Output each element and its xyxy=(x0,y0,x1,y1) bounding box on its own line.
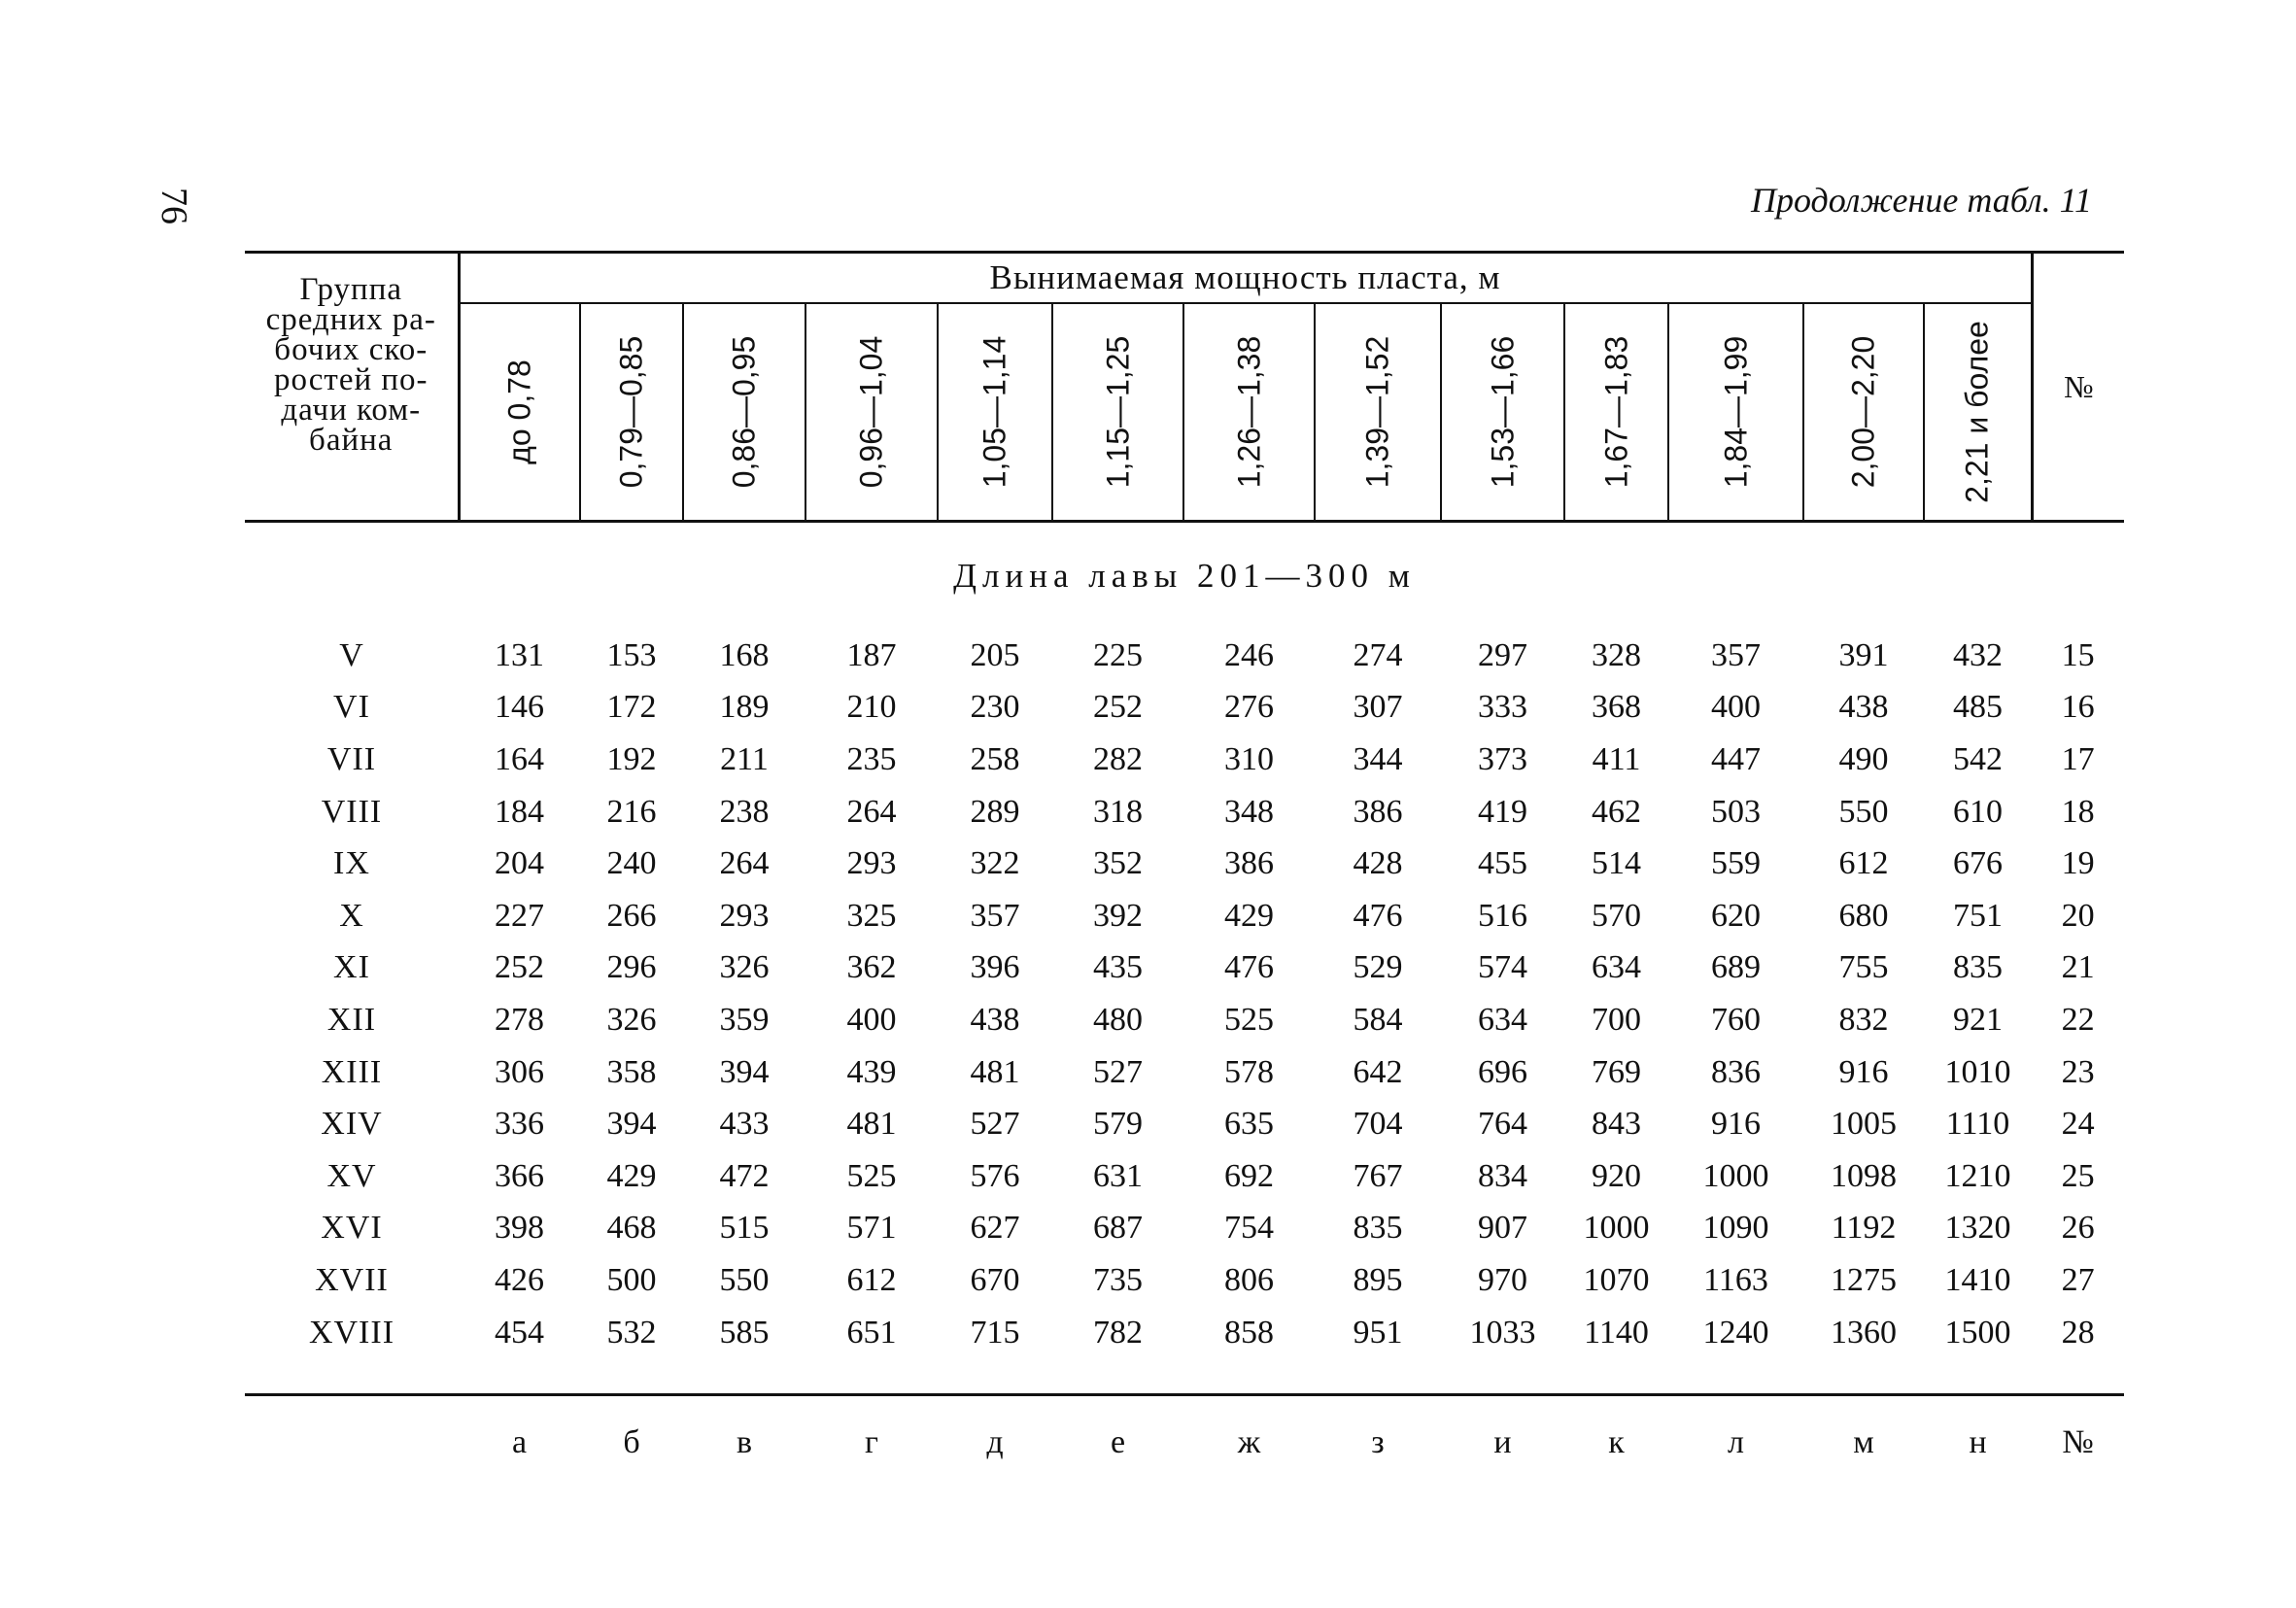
value-cell: 920 xyxy=(1592,1157,1641,1194)
value-cell: 921 xyxy=(1953,1001,2004,1038)
thickness-column-header xyxy=(1668,303,1803,522)
value-cell: 1410 xyxy=(1944,1261,2011,1298)
group-cell: VII xyxy=(326,740,377,777)
value-cell: 782 xyxy=(1093,1314,1143,1351)
value-cell: 336 xyxy=(495,1106,544,1143)
thickness-column-label: 1,53—1,66 xyxy=(1485,335,1520,489)
value-cell: 386 xyxy=(1353,793,1403,830)
value-cell: 211 xyxy=(720,740,769,777)
group-cell: V xyxy=(339,636,364,673)
value-cell: 764 xyxy=(1478,1106,1527,1143)
value-cell: 282 xyxy=(1093,740,1143,777)
value-cell: 916 xyxy=(1838,1053,1889,1090)
column-letter: б xyxy=(580,1395,683,1490)
row-number-cell: 22 xyxy=(2061,1001,2095,1038)
value-cell: 1033 xyxy=(1469,1314,1536,1351)
value-cell: 834 xyxy=(1478,1157,1527,1194)
value-cell: 362 xyxy=(846,949,897,986)
value-cell: 172 xyxy=(606,689,657,726)
thickness-column-label: 0,86—0,95 xyxy=(726,335,762,489)
value-cell: 832 xyxy=(1838,1001,1889,1038)
value-cell: 252 xyxy=(1093,689,1143,726)
table-row xyxy=(245,1203,2124,1255)
value-cell: 462 xyxy=(1592,793,1641,830)
value-cell: 687 xyxy=(1093,1210,1143,1247)
section-title: Длина лавы 201—300 м xyxy=(953,557,1416,595)
value-cell: 634 xyxy=(1478,1001,1527,1038)
value-cell: 527 xyxy=(1093,1053,1143,1090)
row-number-cell: 15 xyxy=(2061,636,2095,673)
thickness-column-label: 1,67—1,83 xyxy=(1598,335,1633,489)
column-letter: д xyxy=(938,1395,1052,1490)
value-cell: 438 xyxy=(970,1001,1020,1038)
value-cell: 559 xyxy=(1711,845,1761,882)
value-cell: 411 xyxy=(1592,740,1641,777)
value-cell: 357 xyxy=(970,897,1020,934)
group-cell: XVI xyxy=(321,1210,383,1247)
value-cell: 187 xyxy=(846,636,897,673)
value-cell: 322 xyxy=(970,845,1020,882)
value-cell: 168 xyxy=(719,636,770,673)
value-cell: 715 xyxy=(970,1314,1020,1351)
group-cell: VI xyxy=(333,689,370,726)
value-cell: 527 xyxy=(970,1106,1020,1143)
value-cell: 210 xyxy=(846,689,897,726)
value-cell: 205 xyxy=(970,636,1020,673)
value-cell: 266 xyxy=(606,897,657,934)
value-cell: 189 xyxy=(719,689,770,726)
value-cell: 1000 xyxy=(1702,1157,1769,1194)
value-cell: 297 xyxy=(1478,636,1527,673)
data-table xyxy=(245,251,2124,1489)
row-number-cell: 28 xyxy=(2061,1314,2095,1351)
value-cell: 358 xyxy=(606,1053,657,1090)
value-cell: 235 xyxy=(846,740,897,777)
value-cell: 515 xyxy=(719,1210,770,1247)
thickness-column-label: 1,26—1,38 xyxy=(1231,335,1266,489)
thickness-column-label: до 0,78 xyxy=(501,359,537,464)
column-letter: г xyxy=(805,1395,938,1490)
value-cell: 386 xyxy=(1224,845,1274,882)
value-cell: 394 xyxy=(719,1053,770,1090)
group-cell: XVIII xyxy=(308,1314,395,1351)
footer-blank-cell xyxy=(245,1395,459,1490)
value-cell: 392 xyxy=(1093,897,1143,934)
value-cell: 835 xyxy=(1353,1210,1403,1247)
value-cell: 344 xyxy=(1353,740,1403,777)
value-cell: 1140 xyxy=(1584,1314,1649,1351)
value-cell: 843 xyxy=(1592,1106,1641,1143)
row-number-cell: 25 xyxy=(2061,1157,2095,1194)
value-cell: 525 xyxy=(1224,1001,1274,1038)
value-cell: 1010 xyxy=(1944,1053,2011,1090)
value-cell: 366 xyxy=(495,1157,544,1194)
group-cell: XI xyxy=(333,949,370,986)
value-cell: 532 xyxy=(606,1314,657,1351)
value-cell: 184 xyxy=(495,793,544,830)
value-cell: 704 xyxy=(1353,1106,1403,1143)
column-letter: м xyxy=(1803,1395,1924,1490)
thickness-column-header xyxy=(1315,303,1441,522)
value-cell: 428 xyxy=(1353,845,1403,882)
value-cell: 576 xyxy=(970,1157,1020,1194)
value-cell: 326 xyxy=(606,1001,657,1038)
value-cell: 970 xyxy=(1478,1261,1527,1298)
value-cell: 610 xyxy=(1953,793,2004,830)
value-cell: 1163 xyxy=(1703,1261,1768,1298)
value-cell: 274 xyxy=(1353,636,1403,673)
value-cell: 806 xyxy=(1224,1261,1274,1298)
value-cell: 755 xyxy=(1838,949,1889,986)
value-cell: 635 xyxy=(1224,1106,1274,1143)
value-cell: 570 xyxy=(1592,897,1641,934)
value-cell: 529 xyxy=(1353,949,1403,986)
value-cell: 293 xyxy=(846,845,897,882)
table-row xyxy=(245,890,2124,942)
group-cell: XIV xyxy=(321,1106,383,1143)
row-number-cell: 21 xyxy=(2061,949,2095,986)
value-cell: 696 xyxy=(1478,1053,1527,1090)
value-cell: 306 xyxy=(495,1053,544,1090)
value-cell: 571 xyxy=(846,1210,897,1247)
value-cell: 481 xyxy=(846,1106,897,1143)
value-cell: 293 xyxy=(719,897,770,934)
value-cell: 146 xyxy=(495,689,544,726)
value-cell: 620 xyxy=(1711,897,1761,934)
table-row xyxy=(245,1307,2124,1359)
value-cell: 328 xyxy=(1592,636,1641,673)
group-header-line: средних ра- xyxy=(265,302,436,337)
value-cell: 670 xyxy=(970,1261,1020,1298)
row-number-cell: 24 xyxy=(2061,1106,2095,1143)
value-cell: 419 xyxy=(1478,793,1527,830)
value-cell: 264 xyxy=(719,845,770,882)
value-cell: 192 xyxy=(606,740,657,777)
value-cell: 429 xyxy=(1224,897,1274,934)
value-cell: 490 xyxy=(1838,740,1889,777)
table-row xyxy=(245,630,2124,682)
table-row xyxy=(245,1150,2124,1203)
table-row xyxy=(245,734,2124,786)
group-header-line: бочих ско- xyxy=(274,332,428,367)
column-letter: ж xyxy=(1183,1395,1315,1490)
value-cell: 276 xyxy=(1224,689,1274,726)
value-cell: 767 xyxy=(1353,1157,1403,1194)
thickness-column-header xyxy=(805,303,938,522)
value-cell: 468 xyxy=(606,1210,657,1247)
value-cell: 735 xyxy=(1093,1261,1143,1298)
value-cell: 1090 xyxy=(1702,1210,1769,1247)
value-cell: 1275 xyxy=(1831,1261,1897,1298)
thickness-column-header xyxy=(1803,303,1924,522)
group-cell: XV xyxy=(326,1157,377,1194)
value-cell: 1005 xyxy=(1831,1106,1897,1143)
value-cell: 916 xyxy=(1711,1106,1761,1143)
value-cell: 907 xyxy=(1478,1210,1527,1247)
row-number-cell: 18 xyxy=(2061,793,2095,830)
group-cell: XVII xyxy=(315,1261,389,1298)
value-cell: 359 xyxy=(719,1001,770,1038)
value-cell: 439 xyxy=(846,1053,897,1090)
value-cell: 1000 xyxy=(1583,1210,1650,1247)
table-row xyxy=(245,1046,2124,1099)
value-cell: 246 xyxy=(1224,636,1274,673)
table-continuation-caption: Продолжение табл. 11 xyxy=(1750,181,2092,220)
thickness-column-header xyxy=(683,303,805,522)
column-letter: н xyxy=(1924,1395,2032,1490)
table-row xyxy=(245,942,2124,995)
value-cell: 318 xyxy=(1093,793,1143,830)
value-cell: 454 xyxy=(495,1314,544,1351)
thickness-column-header xyxy=(1052,303,1183,522)
value-cell: 550 xyxy=(1838,793,1889,830)
value-cell: 432 xyxy=(1953,636,2004,673)
group-cell: XIII xyxy=(321,1053,383,1090)
value-cell: 227 xyxy=(495,897,544,934)
spacer xyxy=(245,1358,2124,1395)
value-cell: 516 xyxy=(1478,897,1527,934)
value-cell: 264 xyxy=(846,793,897,830)
table-row xyxy=(245,994,2124,1046)
value-cell: 578 xyxy=(1224,1053,1274,1090)
value-cell: 352 xyxy=(1093,845,1143,882)
value-cell: 325 xyxy=(846,897,897,934)
value-cell: 642 xyxy=(1353,1053,1403,1090)
value-cell: 503 xyxy=(1711,793,1761,830)
value-cell: 447 xyxy=(1711,740,1761,777)
thickness-column-header xyxy=(938,303,1052,522)
value-cell: 700 xyxy=(1592,1001,1641,1038)
value-cell: 455 xyxy=(1478,845,1527,882)
value-cell: 400 xyxy=(846,1001,897,1038)
thickness-column-header xyxy=(1183,303,1315,522)
value-cell: 500 xyxy=(606,1261,657,1298)
group-cell: XII xyxy=(326,1001,377,1038)
thickness-column-label: 1,15—1,25 xyxy=(1100,335,1135,489)
column-letter: е xyxy=(1052,1395,1183,1490)
seam-thickness-header: Вынимаемая мощность пласта, м xyxy=(459,253,2032,304)
column-letter: и xyxy=(1441,1395,1564,1490)
value-cell: 433 xyxy=(719,1106,770,1143)
value-cell: 216 xyxy=(606,793,657,830)
group-header-line: ростей по- xyxy=(273,362,428,397)
group-cell: IX xyxy=(333,845,370,882)
value-cell: 289 xyxy=(970,793,1020,830)
value-cell: 676 xyxy=(1953,845,2004,882)
value-cell: 585 xyxy=(719,1314,770,1351)
value-cell: 429 xyxy=(606,1157,657,1194)
value-cell: 836 xyxy=(1711,1053,1761,1090)
value-cell: 278 xyxy=(495,1001,544,1038)
value-cell: 480 xyxy=(1093,1001,1143,1038)
page-number: 76 xyxy=(154,188,194,224)
value-cell: 426 xyxy=(495,1261,544,1298)
group-cell: X xyxy=(339,897,364,934)
value-cell: 472 xyxy=(719,1157,770,1194)
value-cell: 476 xyxy=(1224,949,1274,986)
thickness-column-label: 2,00—2,20 xyxy=(1845,335,1881,489)
value-cell: 1320 xyxy=(1944,1210,2011,1247)
footer-number-label: № xyxy=(2032,1395,2124,1490)
value-cell: 1240 xyxy=(1702,1314,1769,1351)
value-cell: 131 xyxy=(495,636,544,673)
value-cell: 1500 xyxy=(1944,1314,2011,1351)
group-header-line: Группа xyxy=(299,272,403,307)
table-row xyxy=(245,786,2124,838)
value-cell: 252 xyxy=(495,949,544,986)
value-cell: 391 xyxy=(1838,636,1889,673)
thickness-column-label: 1,05—1,14 xyxy=(977,335,1012,489)
value-cell: 435 xyxy=(1093,949,1143,986)
value-cell: 1070 xyxy=(1583,1261,1650,1298)
value-cell: 692 xyxy=(1224,1157,1274,1194)
row-number-cell: 19 xyxy=(2061,845,2095,882)
value-cell: 368 xyxy=(1592,689,1641,726)
row-number-cell: 27 xyxy=(2061,1261,2095,1298)
group-header-line: дачи ком- xyxy=(281,393,422,428)
thickness-column-header xyxy=(1564,303,1668,522)
value-cell: 634 xyxy=(1592,949,1641,986)
column-letters-row xyxy=(245,1395,2124,1490)
group-cell: VIII xyxy=(321,793,383,830)
value-cell: 542 xyxy=(1953,740,2004,777)
value-cell: 357 xyxy=(1711,636,1761,673)
value-cell: 1098 xyxy=(1831,1157,1897,1194)
value-cell: 680 xyxy=(1838,897,1889,934)
value-cell: 240 xyxy=(606,845,657,882)
thickness-column-label: 2,21 и более xyxy=(1959,321,1995,503)
thickness-column-header xyxy=(1441,303,1564,522)
value-cell: 631 xyxy=(1093,1157,1143,1194)
column-letter: з xyxy=(1315,1395,1441,1490)
value-cell: 238 xyxy=(719,793,770,830)
table-row xyxy=(245,838,2124,890)
value-cell: 204 xyxy=(495,845,544,882)
value-cell: 307 xyxy=(1353,689,1403,726)
value-cell: 164 xyxy=(495,740,544,777)
value-cell: 858 xyxy=(1224,1314,1274,1351)
value-cell: 438 xyxy=(1838,689,1889,726)
value-cell: 476 xyxy=(1353,897,1403,934)
thickness-column-label: 1,84—1,99 xyxy=(1718,335,1753,489)
value-cell: 1210 xyxy=(1944,1157,2011,1194)
row-number-cell: 16 xyxy=(2061,689,2095,726)
value-cell: 225 xyxy=(1093,636,1143,673)
value-cell: 574 xyxy=(1478,949,1527,986)
column-letter: л xyxy=(1668,1395,1803,1490)
value-cell: 751 xyxy=(1953,897,2004,934)
value-cell: 400 xyxy=(1711,689,1761,726)
table-body xyxy=(245,522,2124,1490)
thickness-column-header xyxy=(1924,303,2032,522)
value-cell: 326 xyxy=(719,949,770,986)
value-cell: 258 xyxy=(970,740,1020,777)
value-cell: 333 xyxy=(1478,689,1527,726)
value-cell: 627 xyxy=(970,1210,1020,1247)
table-row xyxy=(245,1098,2124,1150)
value-cell: 835 xyxy=(1953,949,2004,986)
value-cell: 951 xyxy=(1353,1314,1403,1351)
value-cell: 481 xyxy=(970,1053,1020,1090)
value-cell: 396 xyxy=(970,949,1020,986)
value-cell: 1360 xyxy=(1831,1314,1897,1351)
value-cell: 153 xyxy=(606,636,657,673)
value-cell: 1110 xyxy=(1945,1106,2010,1143)
row-number-cell: 23 xyxy=(2061,1053,2095,1090)
value-cell: 651 xyxy=(846,1314,897,1351)
value-cell: 579 xyxy=(1093,1106,1143,1143)
number-column-header: № xyxy=(2032,253,2124,522)
value-cell: 760 xyxy=(1711,1001,1761,1038)
table-row xyxy=(245,1254,2124,1307)
value-cell: 348 xyxy=(1224,793,1274,830)
value-cell: 612 xyxy=(846,1261,897,1298)
value-cell: 398 xyxy=(495,1210,544,1247)
group-header-line: байна xyxy=(309,423,394,458)
row-number-cell: 17 xyxy=(2061,740,2095,777)
value-cell: 514 xyxy=(1592,845,1641,882)
column-letter: а xyxy=(459,1395,580,1490)
value-cell: 895 xyxy=(1353,1261,1403,1298)
column-letter: в xyxy=(683,1395,805,1490)
value-cell: 754 xyxy=(1224,1210,1274,1247)
thickness-column-header xyxy=(580,303,683,522)
value-cell: 230 xyxy=(970,689,1020,726)
column-letter: к xyxy=(1564,1395,1668,1490)
value-cell: 310 xyxy=(1224,740,1274,777)
value-cell: 1192 xyxy=(1831,1210,1897,1247)
value-cell: 769 xyxy=(1592,1053,1641,1090)
group-column-header xyxy=(245,253,459,522)
value-cell: 485 xyxy=(1953,689,2004,726)
value-cell: 373 xyxy=(1478,740,1527,777)
table-header xyxy=(245,253,2124,522)
thickness-column-label: 0,79—0,85 xyxy=(613,335,649,489)
value-cell: 394 xyxy=(606,1106,657,1143)
thickness-column-label: 0,96—1,04 xyxy=(853,335,889,489)
row-number-cell: 26 xyxy=(2061,1210,2095,1247)
table-row xyxy=(245,682,2124,735)
value-cell: 296 xyxy=(606,949,657,986)
row-number-cell: 20 xyxy=(2061,897,2095,934)
value-cell: 612 xyxy=(1838,845,1889,882)
value-cell: 689 xyxy=(1711,949,1761,986)
value-cell: 584 xyxy=(1353,1001,1403,1038)
thickness-column-label: 1,39—1,52 xyxy=(1359,335,1395,489)
value-cell: 525 xyxy=(846,1157,897,1194)
value-cell: 550 xyxy=(719,1261,770,1298)
thickness-column-header xyxy=(459,303,580,522)
